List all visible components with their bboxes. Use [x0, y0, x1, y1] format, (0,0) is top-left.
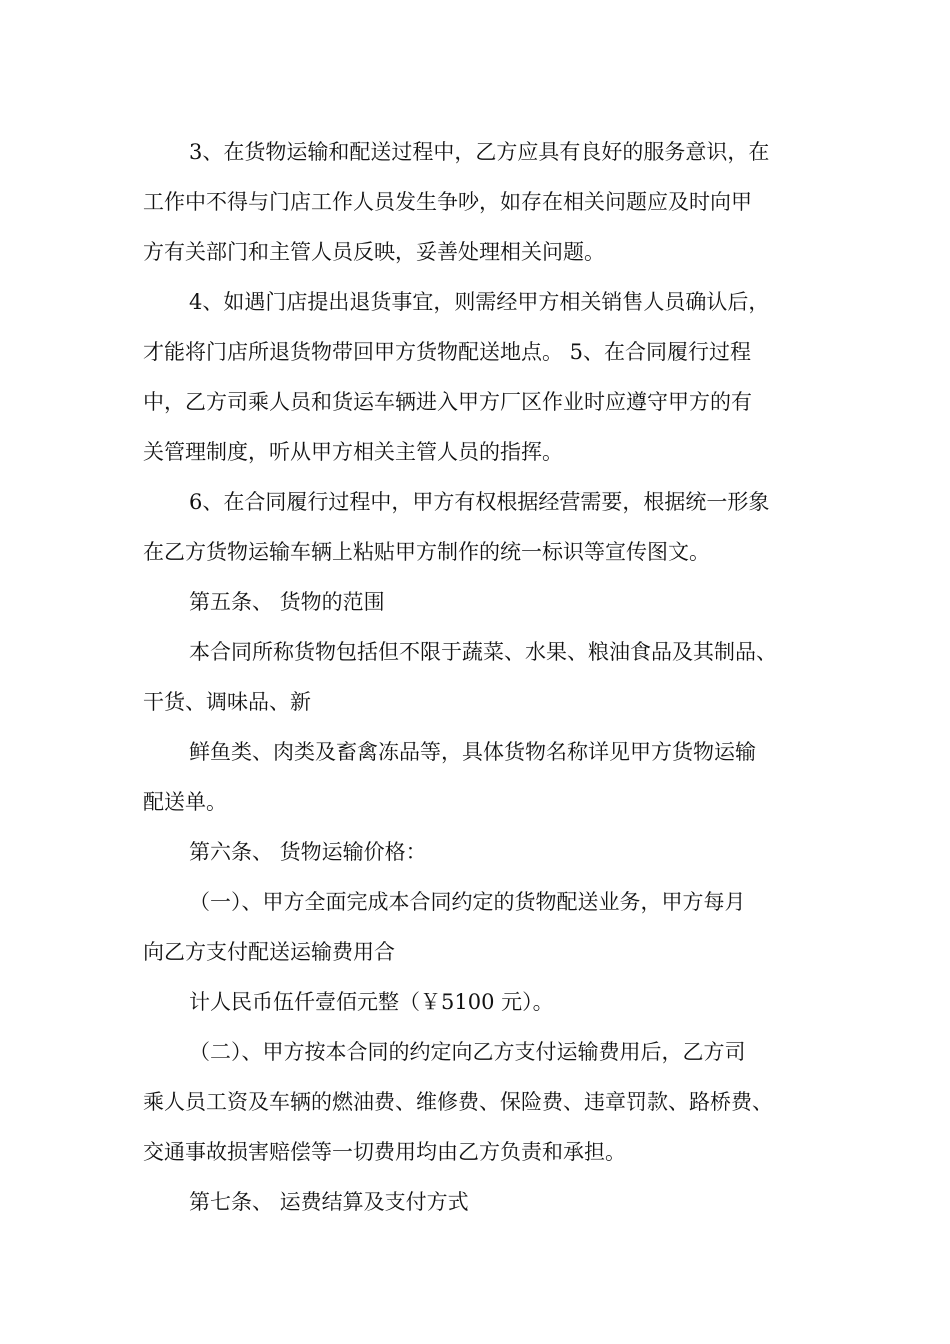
- paragraph-3-line-3: 方有关部门和主管人员反映，妥善处理相关问题。: [143, 240, 605, 264]
- paragraph-4-line-2: 才能将门店所退货物带回甲方货物配送地点。 5、在合同履行过程: [143, 340, 752, 364]
- article-5-line-4: 配送单。: [143, 790, 227, 814]
- paragraph-3-line-1: 3、在货物运输和配送过程中，乙方应具有良好的服务意识，在: [189, 140, 770, 164]
- paragraph-5-line-3: 关管理制度，听从甲方相关主管人员的指挥。: [143, 440, 563, 464]
- article-6-item-1-line-1: （一）、甲方全面完成本合同约定的货物配送业务，甲方每月: [189, 890, 746, 914]
- article-5-line-3: 鲜鱼类、肉类及畜禽冻品等，具体货物名称详见甲方货物运输: [189, 740, 756, 764]
- article-7-heading: 第七条、 运费结算及支付方式: [189, 1190, 469, 1214]
- paragraph-4-line-1: 4、如遇门店提出退货事宜，则需经甲方相关销售人员确认后，: [189, 290, 770, 314]
- article-6-heading: 第六条、 货物运输价格：: [189, 840, 427, 864]
- paragraph-6-line-2: 在乙方货物运输车辆上粘贴甲方制作的统一标识等宣传图文。: [143, 540, 710, 564]
- paragraph-3-line-2: 工作中不得与门店工作人员发生争吵，如存在相关问题应及时向甲: [143, 190, 752, 214]
- article-6-item-2-line-1: （二）、甲方按本合同的约定向乙方支付运输费用后，乙方司: [189, 1040, 746, 1064]
- paragraph-6-line-1: 6、在合同履行过程中，甲方有权根据经营需要，根据统一形象: [189, 490, 770, 514]
- article-5-line-2: 干货、调味品、新: [143, 690, 311, 714]
- article-6-item-1-line-3: 计人民币伍仟壹佰元整（￥5100 元）。: [189, 990, 554, 1014]
- article-5-line-1: 本合同所称货物包括但不限于蔬菜、水果、粮油食品及其制品、: [189, 640, 777, 664]
- article-6-item-1-line-2: 向乙方支付配送运输费用合: [143, 940, 395, 964]
- article-6-item-2-line-3: 交通事故损害赔偿等一切费用均由乙方负责和承担。: [143, 1140, 626, 1164]
- paragraph-5-line-2: 中，乙方司乘人员和货运车辆进入甲方厂区作业时应遵守甲方的有: [143, 390, 752, 414]
- article-6-item-2-line-2: 乘人员工资及车辆的燃油费、维修费、保险费、违章罚款、路桥费、: [143, 1090, 773, 1114]
- article-5-heading: 第五条、 货物的范围: [189, 590, 385, 614]
